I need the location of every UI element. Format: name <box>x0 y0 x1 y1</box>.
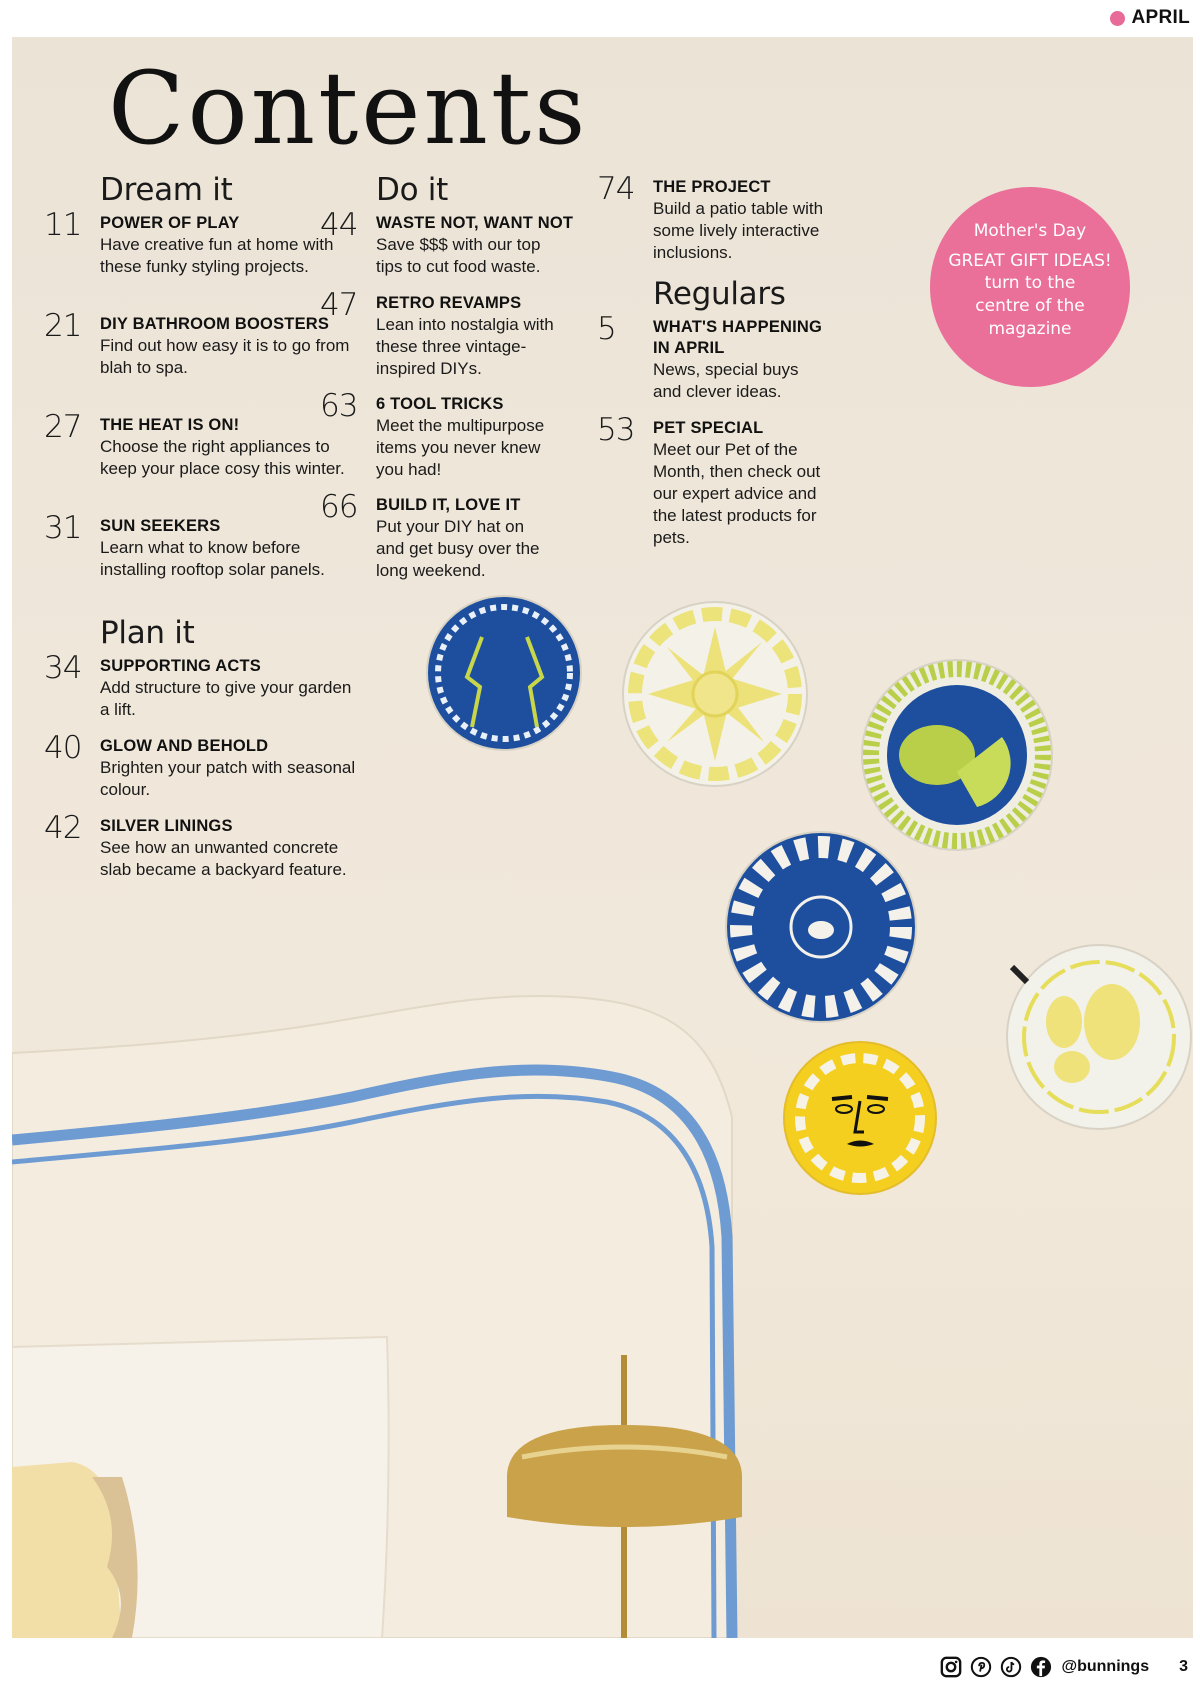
page-number-footer: 3 <box>1179 1658 1188 1675</box>
section-heading-dream-it: Dream it <box>100 172 233 208</box>
entry-title: 6 TOOL TRICKS <box>376 395 504 413</box>
page-number: 44 <box>320 207 358 243</box>
page-number: 74 <box>597 171 635 207</box>
page-number: 27 <box>44 409 82 445</box>
promo-heading: Mother's Day <box>973 221 1087 241</box>
toc-entry[interactable] <box>320 207 636 278</box>
entry-title: WHAT'S HAPPENING IN APRIL <box>653 318 823 357</box>
entry-description: Meet the multipurpose items you never knew you had! <box>376 416 545 479</box>
entry-description: Save $$$ with our top tips to cut food waste. <box>376 235 541 276</box>
toc-entry[interactable] <box>44 810 360 881</box>
toc-entry[interactable] <box>44 650 360 721</box>
page-number: 47 <box>320 287 358 323</box>
toc-entry[interactable] <box>597 412 913 549</box>
entry-title: BUILD IT, LOVE IT <box>376 496 521 514</box>
promo-subtext: turn to the centre of the magazine <box>975 273 1085 339</box>
entry-title: RETRO REVAMPS <box>376 294 522 312</box>
section-heading-plan-it: Plan it <box>100 615 195 651</box>
entry-description: Brighten your patch with seasonal colour. <box>100 758 356 799</box>
plate-sun-face <box>784 1042 936 1194</box>
facebook-icon[interactable] <box>1030 1656 1052 1678</box>
page-number: 42 <box>44 810 82 846</box>
month-dot-icon <box>1110 11 1125 26</box>
plate-sun <box>623 602 807 786</box>
toc-entry[interactable] <box>597 171 913 264</box>
toc-entry[interactable] <box>44 510 360 581</box>
entry-title: DIY BATHROOM BOOSTERS <box>100 315 330 333</box>
section-heading-regulars: Regulars <box>653 276 786 312</box>
social-handle[interactable]: @bunnings <box>1061 1658 1150 1675</box>
entry-description: Learn what to know before installing rooftop solar panels. <box>100 538 325 579</box>
entry-description: Add structure to give your garden a lift. <box>100 678 352 719</box>
entry-description: Lean into nostalgia with these three vintage-inspired DIYs. <box>376 315 554 378</box>
page-number: 21 <box>44 308 82 344</box>
toc-entry[interactable] <box>44 409 360 480</box>
page-number: 5 <box>597 311 616 347</box>
entry-title: WASTE NOT, WANT NOT <box>376 214 574 232</box>
month-label: APRIL <box>1131 7 1190 28</box>
entry-title: SUN SEEKERS <box>100 517 221 535</box>
entry-title: PET SPECIAL <box>653 419 764 437</box>
entry-title: THE HEAT IS ON! <box>100 416 240 434</box>
entry-description: News, special buys and clever ideas. <box>653 360 799 401</box>
pinterest-icon[interactable] <box>970 1656 992 1678</box>
mothers-day-promo-badge[interactable] <box>930 187 1130 387</box>
promo-headline: GREAT GIFT IDEAS! <box>948 251 1112 271</box>
entry-description: Choose the right appliances to keep your place cosy this winter. <box>100 437 345 478</box>
plate-faces <box>427 596 581 750</box>
instagram-icon[interactable] <box>940 1656 962 1678</box>
entry-description: Find out how easy it is to go from blah to spa. <box>100 336 350 377</box>
entry-title: SILVER LININGS <box>100 817 233 835</box>
plate-crab <box>726 832 916 1022</box>
toc-entry[interactable] <box>44 308 360 379</box>
entry-title: SUPPORTING ACTS <box>100 657 261 675</box>
page-number: 34 <box>44 650 82 686</box>
entry-title: THE PROJECT <box>653 178 771 196</box>
page-number: 11 <box>44 207 82 243</box>
page-number: 66 <box>320 489 358 525</box>
entry-title: POWER OF PLAY <box>100 214 240 232</box>
footer <box>940 1654 1189 1680</box>
page-number: 40 <box>44 730 82 766</box>
plate-lemons <box>1007 945 1191 1129</box>
month-tag <box>1110 6 1191 30</box>
entry-description: See how an unwanted concrete slab became a backyard feature. <box>100 838 347 879</box>
toc-entry[interactable] <box>597 311 913 403</box>
page-number: 31 <box>44 510 82 546</box>
toc-entry[interactable] <box>320 489 636 582</box>
tiktok-icon[interactable] <box>1000 1656 1022 1678</box>
contents-photo <box>12 37 1193 1638</box>
toc-entry[interactable] <box>44 730 360 801</box>
entry-description: Meet our Pet of the Month, then check out our expert advice and the latest products for pets. <box>653 440 821 547</box>
entry-description: Put your DIY hat on and get busy over the long weekend. <box>376 517 540 580</box>
entry-title: GLOW AND BEHOLD <box>100 737 269 755</box>
page-title: Contents <box>108 50 589 167</box>
entry-description: Have creative fun at home with these funky styling projects. <box>100 235 334 276</box>
plate-lemon-grid <box>862 660 1052 850</box>
page-number: 63 <box>320 388 358 424</box>
section-heading-do-it: Do it <box>376 172 448 208</box>
entry-description: Build a patio table with some lively interactive inclusions. <box>653 199 824 262</box>
page-number: 53 <box>597 412 635 448</box>
